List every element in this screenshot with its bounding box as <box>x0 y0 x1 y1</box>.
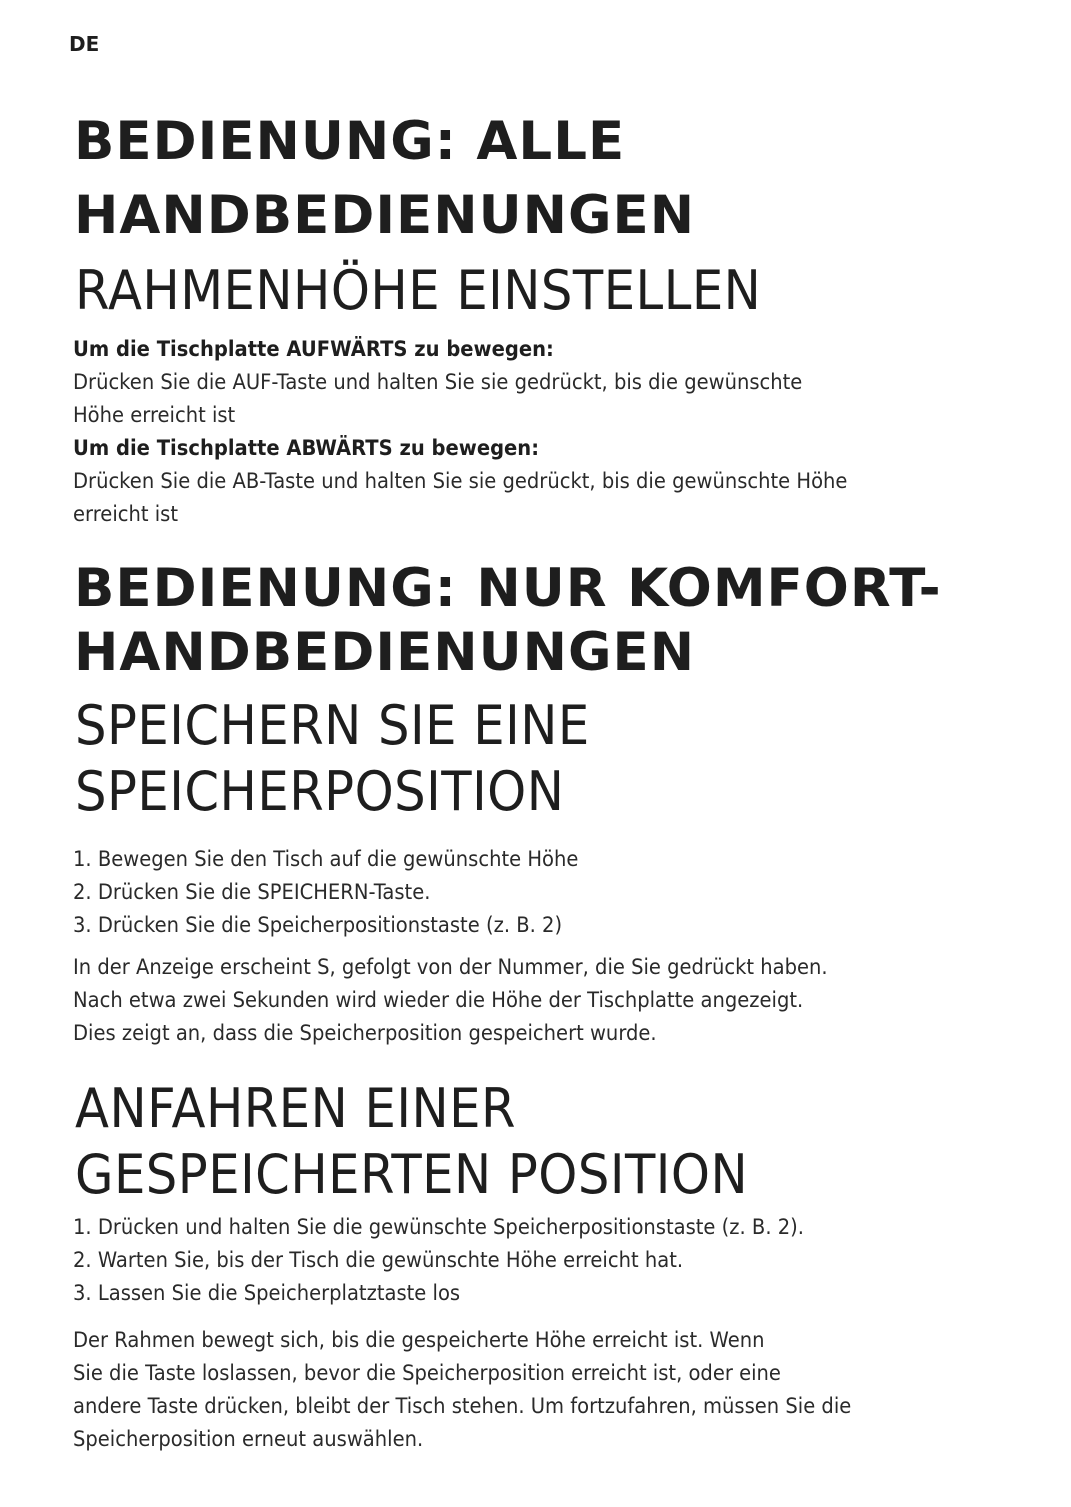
up-text-line-2: Höhe erreicht ist <box>73 403 236 427</box>
save-note <box>73 951 975 1050</box>
up-text-line-1: Drücken Sie die AUF-Taste und halten Sie sie gedrückt, bis die gewünschte <box>73 370 803 394</box>
section-title-line-2: HANDBEDIENUNGEN <box>74 622 696 683</box>
section-title-line-1: BEDIENUNG: NUR KOMFORT- <box>74 558 942 619</box>
note-line-3: andere Taste drücken, bleibt der Tisch stehen. Um fortzufahren, müssen Sie die <box>73 1394 852 1418</box>
subsection-title-line-1: ANFAHREN EINER <box>75 1077 516 1140</box>
down-text-line-2: erreicht ist <box>73 502 178 526</box>
list-item: 3. Lassen Sie die Speicherplatztaste los <box>73 1281 461 1305</box>
subsection-title-height: RAHMENHÖHE EINSTELLEN <box>75 259 762 322</box>
subsection-title-line-2: GESPEICHERTEN POSITION <box>75 1143 749 1206</box>
note-line-1: In der Anzeige erscheint S, gefolgt von der Nummer, die Sie gedrückt haben. <box>73 955 828 979</box>
down-heading: Um die Tischplatte ABWÄRTS zu bewegen: <box>73 436 540 460</box>
list-item: 2. Drücken Sie die SPEICHERN-Taste. <box>73 880 431 904</box>
list-item: 3. Drücken Sie die Speicherpositionstaste (z. B. 2) <box>73 913 563 937</box>
note-line-2: Nach etwa zwei Sekunden wird wieder die Höhe der Tischplatte angezeigt. <box>73 988 804 1012</box>
note-line-4: Speicherposition erneut auswählen. <box>73 1427 424 1451</box>
language-label: DE <box>69 32 100 56</box>
height-instructions <box>73 333 975 531</box>
list-item: 2. Warten Sie, bis der Tisch die gewünschte Höhe erreicht hat. <box>73 1248 684 1272</box>
list-item: 1. Drücken und halten Sie die gewünschte Speicherpositionstaste (z. B. 2). <box>73 1215 805 1239</box>
subsection-title-line-2: SPEICHERPOSITION <box>75 760 565 823</box>
note-line-1: Der Rahmen bewegt sich, bis die gespeicherte Höhe erreicht ist. Wenn <box>73 1328 765 1352</box>
recall-steps-list <box>73 1211 975 1310</box>
down-text-line-1: Drücken Sie die AB-Taste und halten Sie sie gedrückt, bis die gewünschte Höhe <box>73 469 848 493</box>
note-line-3: Dies zeigt an, dass die Speicherposition gespeichert wurde. <box>73 1021 657 1045</box>
note-line-2: Sie die Taste loslassen, bevor die Speicherposition erreicht ist, oder eine <box>73 1361 781 1385</box>
up-heading: Um die Tischplatte AUFWÄRTS zu bewegen: <box>73 337 554 361</box>
list-item: 1. Bewegen Sie den Tisch auf die gewünschte Höhe <box>73 847 579 871</box>
section-title-line-1: BEDIENUNG: ALLE <box>74 111 626 172</box>
save-steps-list <box>73 843 975 942</box>
subsection-title-line-1: SPEICHERN SIE EINE <box>75 694 590 757</box>
section-title-line-2: HANDBEDIENUNGEN <box>74 185 696 246</box>
recall-note <box>73 1324 975 1456</box>
